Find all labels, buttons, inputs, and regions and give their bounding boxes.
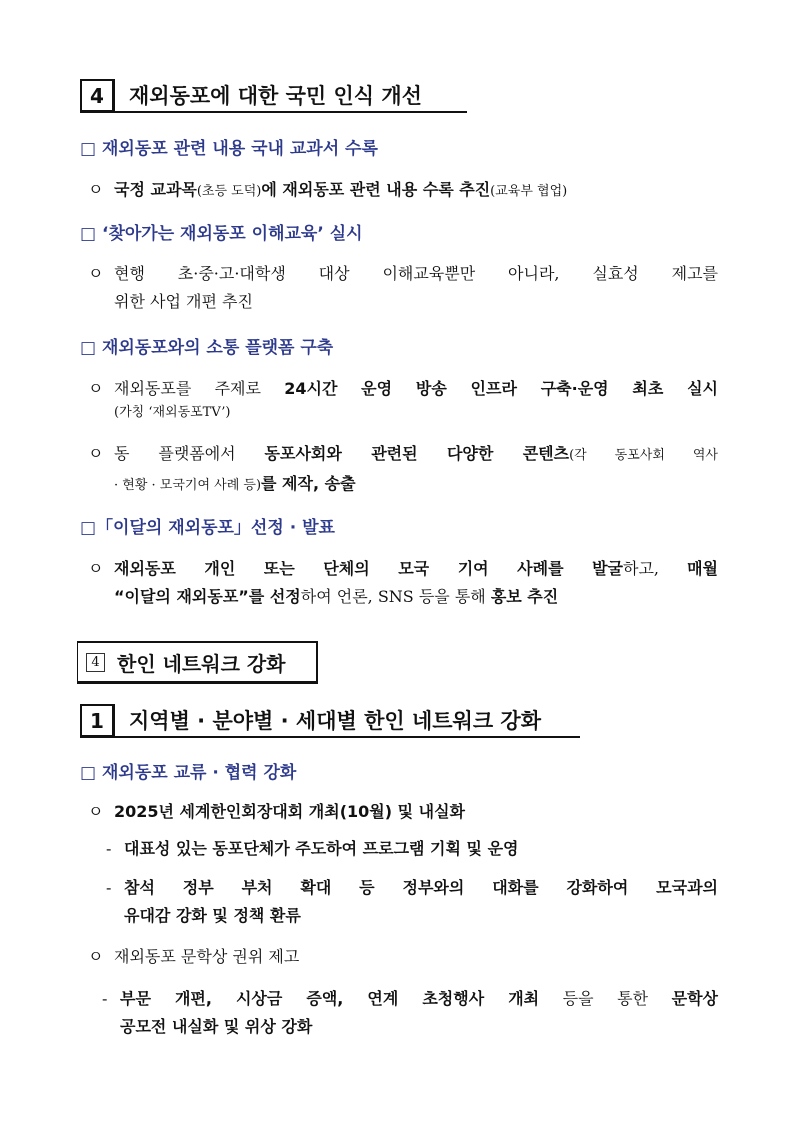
bold-text: 국정 교과목 (114, 180, 197, 199)
dash-marker: - (102, 989, 108, 1008)
list-item (88, 440, 718, 500)
bold-text: 부문 개편, 시상금 증액, 연계 초청행사 개최 (120, 989, 540, 1008)
section-1-header (80, 704, 580, 738)
note-text: (초등 도덕) (196, 184, 262, 199)
section-title: 지역별 · 분야별 · 세대별 한인 네트워크 강화 (115, 704, 580, 738)
subsection-heading: □「이달의 재외동포」선정 · 발표 (80, 518, 335, 538)
bullet-marker: ㅇ (88, 802, 104, 821)
body-text: 재외동포를 주제로 (114, 379, 285, 398)
note-text: (가칭 ‘재외동포TV’) (114, 405, 231, 420)
bold-text: 매월 (687, 559, 718, 578)
body-text: 하고, (623, 559, 688, 578)
bold-text: 를 제작, 송출 (261, 474, 356, 493)
bold-text: 24시간 운영 방송 인프라 구축·운영 최초 실시 (284, 379, 718, 398)
bold-text: 참석 정부 부처 확대 등 정부와의 대화를 강화하여 모국과의 (124, 878, 718, 897)
section-number: 4 (80, 79, 115, 113)
list-item (106, 835, 718, 863)
note-text: (각 동포사회 역사 (569, 448, 718, 463)
dash-marker: - (106, 839, 112, 858)
list-item (88, 943, 728, 971)
body-text: 동 플랫폼에서 (114, 444, 265, 463)
bullet-marker: ㅇ (88, 444, 104, 463)
note-text: · 현황 · 모국기여 사례 등) (114, 478, 262, 493)
subsection-heading: □ 재외동포와의 소통 플랫폼 구축 (80, 338, 334, 358)
list-item (102, 985, 718, 1041)
body-text: 하여 언론, SNS 등을 통해 (300, 587, 491, 606)
note-text: (교육부 협업) (490, 184, 568, 199)
bold-text: 공모전 내실화 및 위상 강화 (120, 1017, 313, 1036)
bold-text: 유대감 강화 및 정책 환류 (124, 906, 301, 925)
list-item (88, 176, 728, 206)
list-item (88, 260, 718, 316)
subsection-heading: □ 재외동포 관련 내용 국내 교과서 수록 (80, 139, 378, 159)
part-number: 4 (86, 653, 105, 672)
section-number: 1 (80, 704, 115, 738)
subsection-heading: □ ‘찾아가는 재외동포 이해교육’ 실시 (80, 224, 363, 244)
body-text: 현행 초·중·고·대학생 대상 이해교육뿐만 아니라, 실효성 제고를 (114, 264, 718, 283)
bold-text: 2025년 세계한인회장대회 개최(10월) 및 내실화 (114, 802, 465, 821)
subsection-heading: □ 재외동포 교류 · 협력 강화 (80, 763, 297, 783)
dash-marker: - (106, 878, 112, 897)
list-item (106, 874, 718, 930)
bullet-marker: ㅇ (88, 264, 104, 283)
body-text: 위한 사업 개편 추진 (114, 292, 253, 311)
bold-text: “이달의 재외동포”를 선정 (114, 587, 301, 606)
bold-text: 동포사회와 관련된 다양한 콘텐츠 (264, 444, 570, 463)
section-title: 재외동포에 대한 국민 인식 개선 (115, 79, 467, 113)
bold-text: 에 재외동포 관련 내용 수록 추진 (261, 180, 491, 199)
list-item (88, 798, 728, 826)
bold-text: 문학상 (671, 989, 718, 1008)
body-text: 재외동포 문학상 권위 제고 (114, 947, 300, 966)
section-4-header (80, 79, 467, 113)
bullet-marker: ㅇ (88, 379, 104, 398)
list-item (88, 555, 718, 611)
part-title: 한인 네트워크 강화 (117, 651, 286, 676)
part-header (77, 641, 318, 684)
bullet-marker: ㅇ (88, 947, 104, 966)
body-text: 등을 통한 (539, 989, 672, 1008)
bullet-marker: ㅇ (88, 180, 104, 199)
list-item (88, 375, 718, 423)
bold-text: 대표성 있는 동포단체가 주도하여 프로그램 기획 및 운영 (124, 839, 519, 858)
bold-text: 홍보 추진 (490, 587, 559, 606)
bullet-marker: ㅇ (88, 559, 104, 578)
bold-text: 재외동포 개인 또는 단체의 모국 기여 사례를 발굴 (114, 559, 623, 578)
